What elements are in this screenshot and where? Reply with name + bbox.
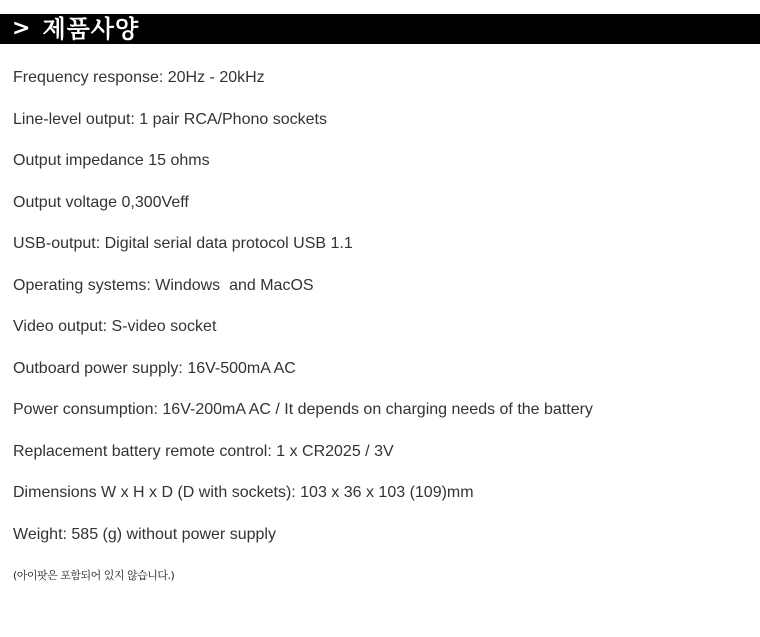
spec-weight: Weight: 585 (g) without power supply: [13, 525, 276, 543]
section-title: 제품사양: [42, 15, 140, 43]
spec-dimensions: Dimensions W x H x D (D with sockets): 103 x 36 x 103 (109)mm: [13, 484, 474, 501]
arrow-icon: >: [12, 16, 31, 41]
spec-list: [13, 66, 593, 564]
ipod-not-included-note: (아이팟은 포함되어 있지 않습니다.): [13, 569, 175, 582]
spec-video-output: Video output: S-video socket: [13, 318, 217, 335]
spec-output-voltage: Output voltage 0,300Veff: [13, 193, 189, 211]
spec-battery-remote: Replacement battery remote control: 1 x CR2025 / 3V: [13, 442, 394, 460]
spec-power-consumption: Power consumption: 16V-200mA AC / It depends on charging needs of the battery: [13, 401, 593, 418]
spec-output-impedance: Output impedance 15 ohms: [13, 152, 210, 169]
spec-usb-output: USB-output: Digital serial data protocol USB 1.1: [13, 235, 353, 252]
spec-line-level-output: Line-level output: 1 pair RCA/Phono sockets: [13, 110, 327, 128]
spec-operating-systems: Operating systems: Windows and MacOS: [13, 276, 314, 294]
spec-power-supply: Outboard power supply: 16V-500mA AC: [13, 359, 296, 377]
section-header: [0, 14, 760, 44]
spec-frequency-response: Frequency response: 20Hz - 20kHz: [13, 69, 265, 86]
